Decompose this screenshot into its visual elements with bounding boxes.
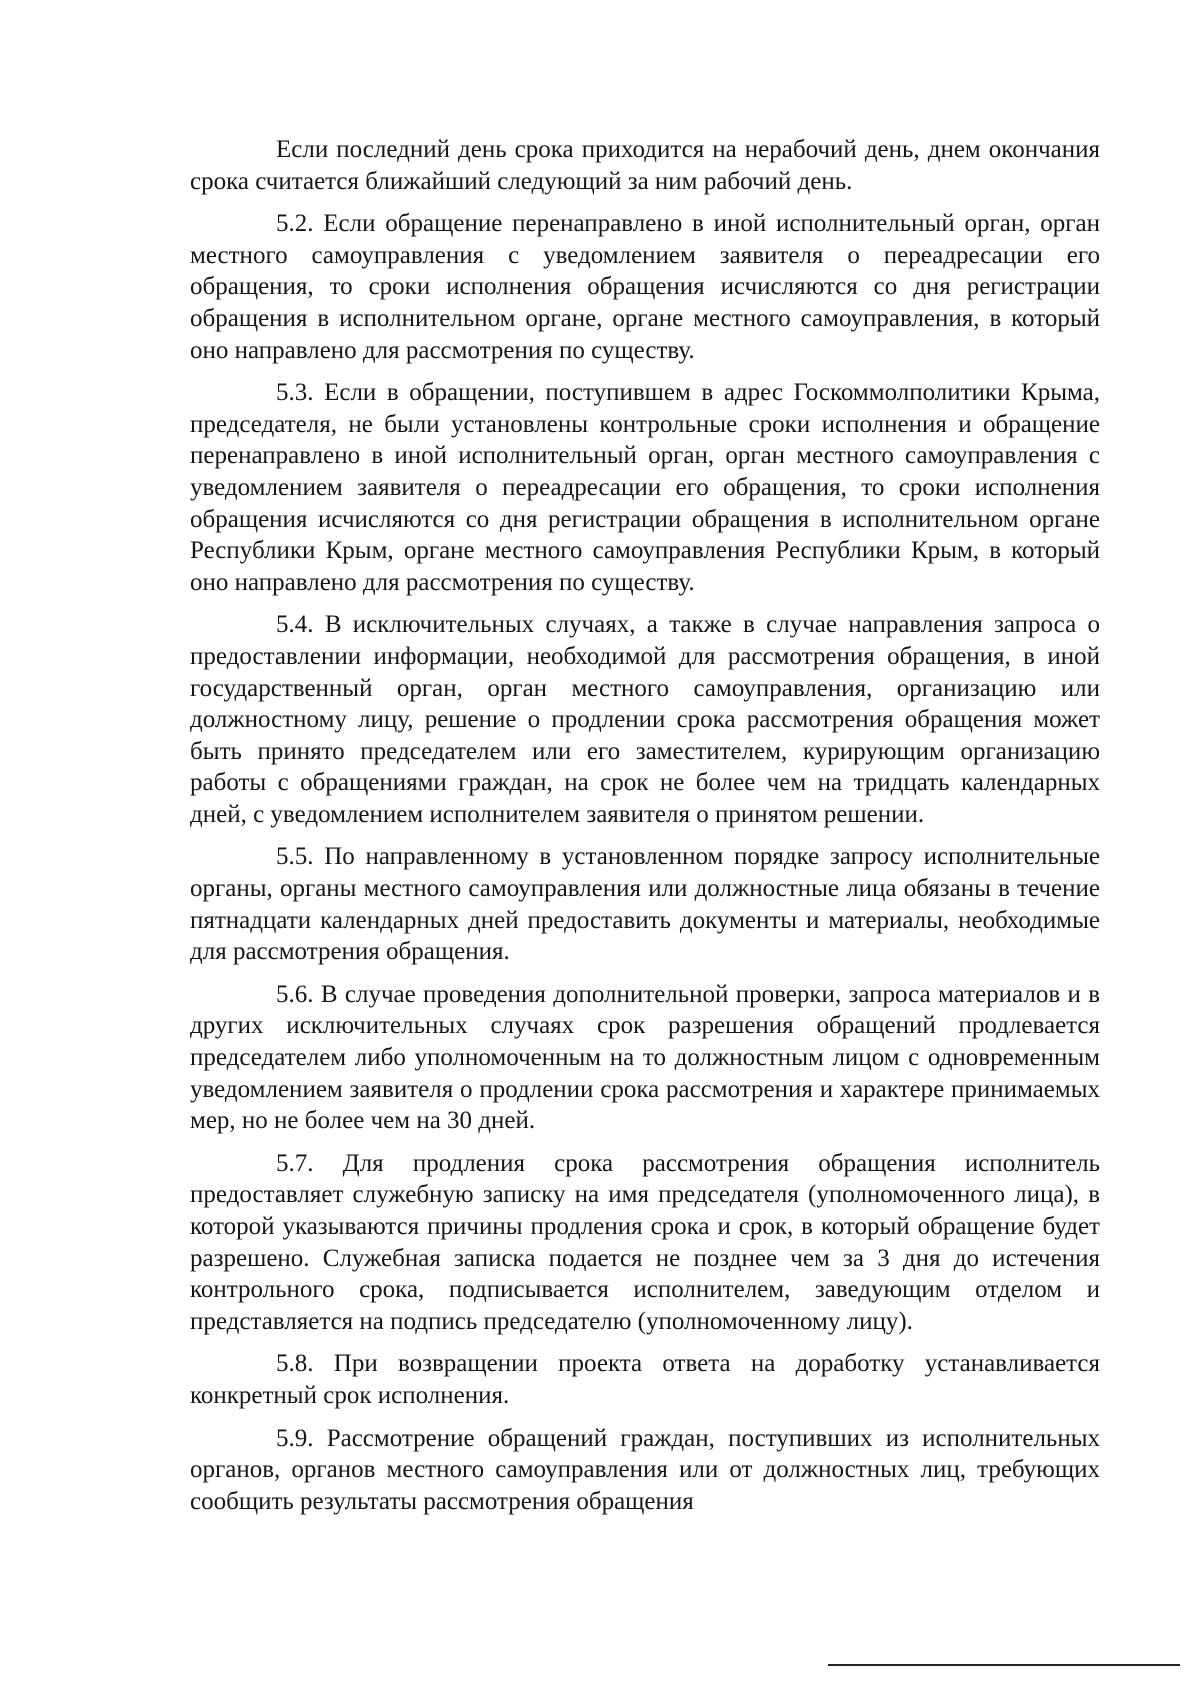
paragraph-5-8: 5.8. При возвращении проекта ответа на доработку устанавливается конкретный срок исполнения.: [190, 1350, 1100, 1409]
document-page: [190, 134, 1100, 1528]
footer-divider: [828, 1664, 1180, 1666]
paragraph-5-6: 5.6. В случае проведения дополнительной проверки, запроса материалов и в других исключительных случаях срок разрешения обращений продлевается председателем либо уполномоченным на то должностным лицом с одновременным уведомлением заявителя о продлении срока рассмотрения и характере принимаемых мер, но не более чем на 30 дней.: [190, 980, 1100, 1135]
paragraph-intro: Если последний день срока приходится на нерабочий день, днем окончания срока считается ближайший следующий за ним рабочий день.: [190, 136, 1100, 195]
paragraph-5-7: 5.7. Для продления срока рассмотрения обращения исполнитель предоставляет служебную записку на имя председателя (уполномоченного лица), в которой указываются причины продления срока и срок, в который обращение будет разрешено. Служебная записка подается не позднее чем за 3 дня до истечения контрольного срока, подписывается исполнителем, заведующим отделом и представляется на подпись председателю (уполномоченному лицу).: [190, 1149, 1100, 1335]
paragraph-5-2: 5.2. Если обращение перенаправлено в иной исполнительный орган, орган местного самоуправления с уведомлением заявителя о переадресации его обращения, то сроки исполнения обращения исчисляются со дня регистрации обращения в исполнительном органе, органе местного самоуправления, в который оно направлено для рассмотрения по существу.: [190, 210, 1100, 364]
paragraph-5-5: 5.5. По направленному в установленном порядке запросу исполнительные органы, органы местного самоуправления или должностные лица обязаны в течение пятнадцати календарных дней предоставить документы и материалы, необходимые для рассмотрения обращения.: [190, 843, 1100, 966]
paragraph-5-3: 5.3. Если в обращении, поступившем в адрес Госкоммолполитики Крыма, председателя, не были установлены контрольные сроки исполнения и обращение перенаправлено в иной исполнительный орган, орган местного самоуправления с уведомлением заявителя о переадресации его обращения, то сроки исполнения обращения исчисляются со дня регистрации обращения в исполнительном органе Республики Крым, органе местного самоуправления Республики Крым, в который оно направлено для рассмотрения по существу.: [190, 379, 1100, 596]
paragraph-5-4: 5.4. В исключительных случаях, а также в случае направления запроса о предоставлении информации, необходимой для рассмотрения обращения, в иной государственный орган, орган местного самоуправления, организацию или должностному лицу, решение о продлении срока рассмотрения обращения может быть принято председателем или его заместителем, курирующим организацию работы с обращениями граждан, на срок не более чем на тридцать календарных дней, с уведомлением исполнителем заявителя о принятом решении.: [190, 611, 1100, 828]
paragraph-5-9: 5.9. Рассмотрение обращений граждан, поступивших из исполнительных органов, органов местного самоуправления или от должностных лиц, требующих сообщить результаты рассмотрения обращения: [190, 1424, 1100, 1515]
